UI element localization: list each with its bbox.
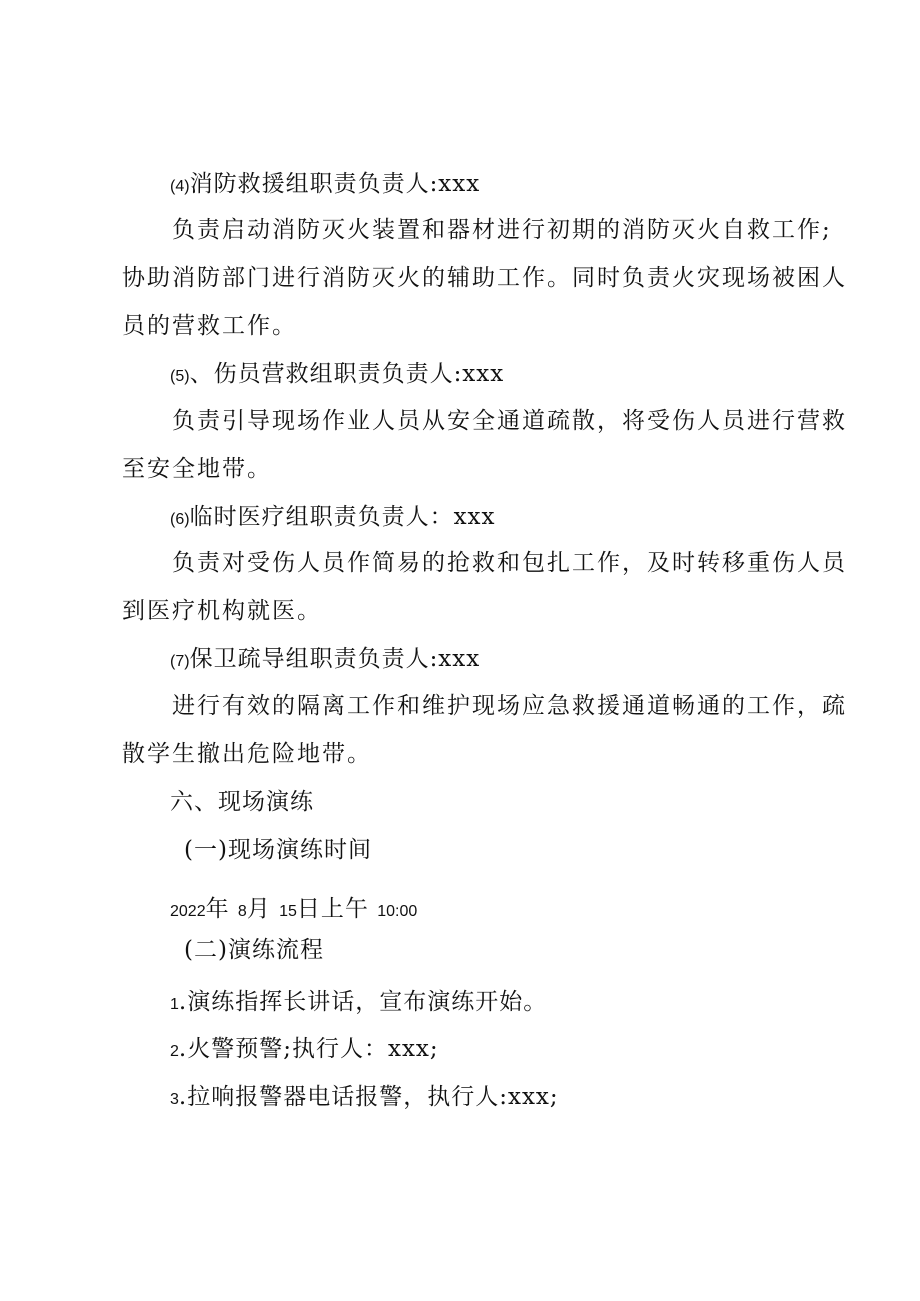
drill-flow-heading: (二)演练流程: [184, 937, 324, 963]
step-3-number: 3: [170, 1091, 179, 1108]
drill-step-1: [170, 986, 547, 1021]
item4-number: (4): [170, 178, 190, 195]
item5-heading-line: [170, 358, 504, 393]
item7-body-line-1: 进行有效的隔离工作和维护现场应急救援通道畅通的工作，疏: [172, 693, 847, 719]
date-month: 8: [237, 903, 247, 920]
date-day: 15: [279, 903, 297, 920]
date-year-unit: 年: [205, 896, 230, 922]
item7-body-line-2: 散学生撤出危险地带。: [122, 741, 372, 767]
item5-body-line-1: 负责引导现场作业人员从安全通道疏散，将受伤人员进行营救: [172, 408, 847, 434]
item4-heading-line: [170, 168, 480, 203]
date-year: 2022: [170, 903, 206, 920]
item6-body-line-1: 负责对受伤人员作简易的抢救和包扎工作，及时转移重伤人员: [172, 550, 847, 576]
step-2-number: 2: [170, 1043, 179, 1060]
drill-step-2: [170, 1033, 439, 1068]
item7-heading-line: [170, 643, 480, 678]
item4-body-line-3: 员的营救工作。: [122, 313, 297, 339]
drill-date-line: [170, 893, 417, 928]
item4-body-line-1: 负责启动消防灭火装置和器材进行初期的消防灭火自救工作;: [172, 217, 832, 243]
date-month-unit: 月: [246, 896, 271, 922]
item7-heading: 保卫疏导组职责负责人:xxx: [189, 646, 481, 672]
section-six-title: 六、现场演练: [170, 789, 314, 815]
item4-heading: 消防救援组职责负责人:xxx: [189, 171, 481, 197]
step-3-text: .拉响报警器电话报警，执行人:xxx;: [178, 1084, 559, 1110]
item5-heading: 、伤员营救组职责负责人:xxx: [189, 361, 505, 387]
date-day-unit: 日上午: [296, 896, 369, 922]
item4-body-line-2: 协助消防部门进行消防灭火的辅助工作。同时负责火灾现场被困人: [122, 265, 847, 291]
item7-number: (7): [170, 653, 190, 670]
item6-heading-line: [170, 501, 495, 536]
item5-body-line-2: 至安全地带。: [122, 456, 272, 482]
step-1-number: 1: [170, 996, 179, 1013]
item6-number: (6): [170, 511, 190, 528]
step-1-text: .演练指挥长讲话，宣布演练开始。: [178, 989, 548, 1015]
item6-heading: 临时医疗组职责负责人：xxx: [189, 504, 496, 530]
item6-body-line-2: 到医疗机构就医。: [122, 598, 322, 624]
date-time: 10:00: [377, 903, 418, 920]
drill-step-3: [170, 1081, 559, 1116]
step-2-text: .火警预警;执行人：xxx;: [178, 1036, 439, 1062]
drill-time-heading: (一)现场演练时间: [184, 837, 372, 863]
item5-number: (5): [170, 368, 190, 385]
